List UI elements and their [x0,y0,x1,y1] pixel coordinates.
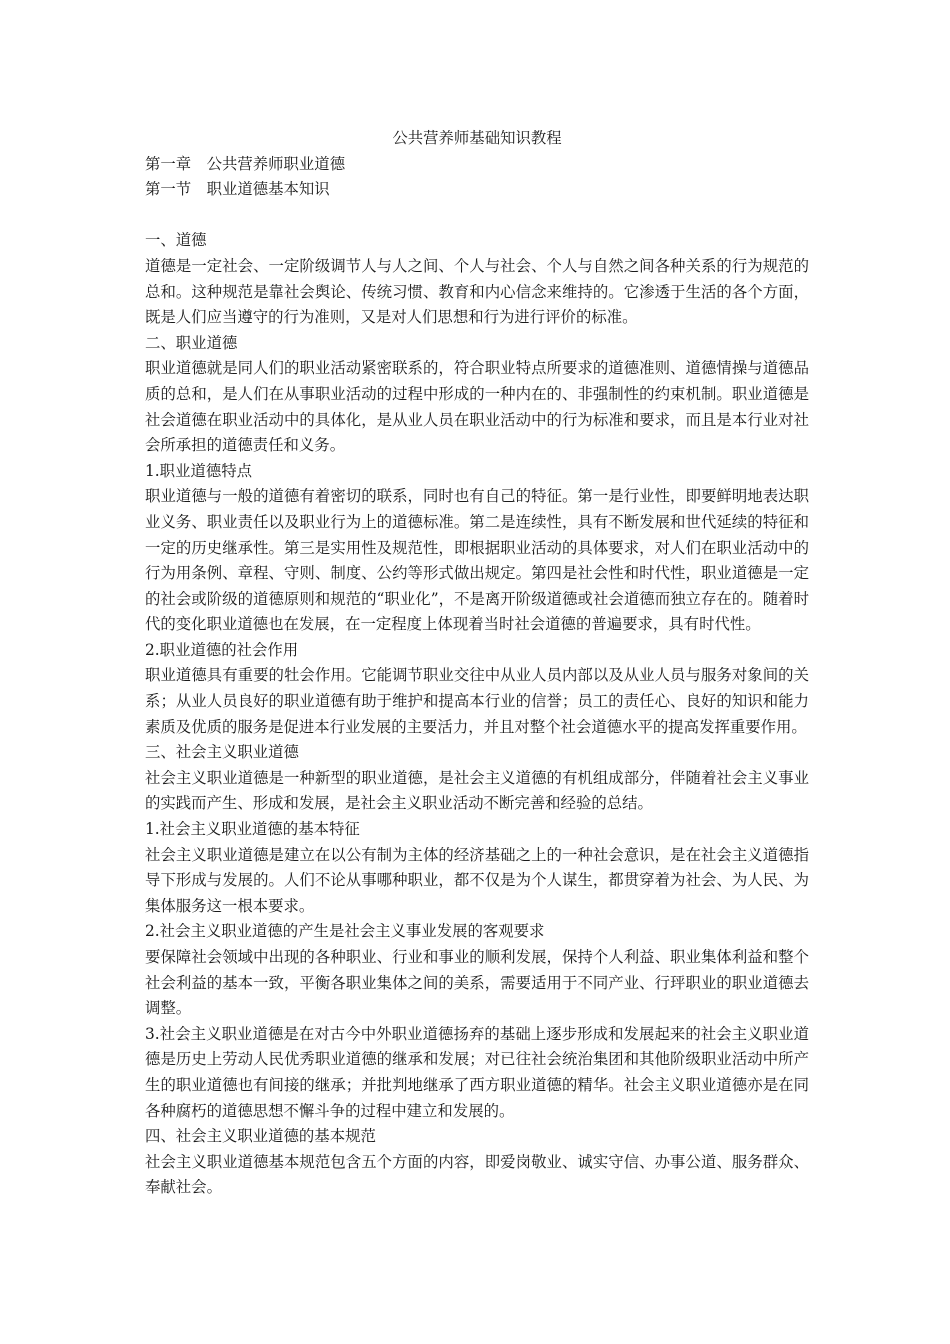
heading-3: 三、社会主义职业道德 [145,743,299,762]
paragraph-socialist-ethics: 社会主义职业道德是一种新型的职业道德，是社会主义道德的有机组成部分，伴随着社会主义事业的实践而产生、形成和发展，是社会主义职业活动不断完善和经验的总结。 [145,768,809,813]
subheading-social-role: 2.职业道德的社会作用 [145,640,299,659]
subheading-objective-requirement: 2.社会主义职业道德的产生是社会主义事业发展的客观要求 [145,922,545,941]
section-heading: 第一节 职业道德基本知识 [145,180,330,199]
paragraph-basic-features: 社会主义职业道德是建立在以公有制为主体的经济基础之上的一种社会意识，是在社会主义道德指导下形成与发展的。人们不论从事哪种职业，都不仅是为个人谋生，都贯穿着为社会、为人民、为集体服务这一根本要求。 [145,845,809,915]
blank-line [145,203,809,229]
paragraph-morality: 道德是一定社会、一定阶级调节人与人之间、个人与社会、个人与自然之间各种关系的行为规范的总和。这种规范是靠社会舆论、传统习惯、教育和内心信念来维持的。它渗透于生活的各个方面，既是人们应当遵守的行为准则，又是对人们思想和行为进行评价的标准。 [145,256,809,327]
paragraph-objective-requirement: 要保障社会领域中出现的各种职业、行业和事业的顺利发展，保持个人利益、职业集体利益和整个社会利益的基本一致，平衡各职业集体之间的美系，需要适用于不同产业、行玶职业的职业道德去调整。 [145,948,809,1018]
paragraph-inheritance: 3.社会主义职业道德是在对古今中外职业道德扬弃的基础上逐步形成和发展起来的社会主义职业道德是历史上劳动人民优秀职业道德的继承和发展；对已往社会统治集团和其他阶级职业活动中所产生的职业道德也有间接的继承；并批判地继承了西方职业道德的精华。社会主义职业道德亦是在同各种腐朽的道德思想不懈斗争的过程中建立和发展的。 [145,1024,809,1120]
document-body [145,126,809,1201]
subheading-features: 1.职业道德特点 [145,461,253,480]
heading-1: 一、道德 [145,231,207,250]
paragraph-basic-norms: 社会主义职业道德基本规范包含五个方面的内容，即爱岗敬业、诚实守信、办事公道、服务群众、奉献社会。 [145,1152,809,1197]
heading-2: 二、职业道德 [145,333,238,352]
paragraph-social-role: 职业道德具有重要的牡会作用。它能调节职业交往中从业人员内部以及从业人员与服务对象间的关系；从业人员良好的职业道德有助于维护和提高本行业的信誉；员工的责任心、良好的知识和能力素质及优质的服务是促进本行业发展的主要活力，并且对整个社会道德水平的提高发挥重要作用。 [145,666,809,736]
paragraph-professional-ethics: 职业道德就是同人们的职业活动紧密联系的，符合职业特点所要求的道德准则、道德情操与道德品质的总和，是人们在从事职业活动的过程中形成的一种内在的、非强制性的约束机制。职业道德是社会道德在职业活动中的具体化，是从业人员在职业活动中的行为标准和要求，而且是本行业对社会所承担的道德责任和义务。 [145,359,809,455]
paragraph-features: 职业道德与一般的道德有着密切的联系，同时也有自己的特征。第一是行业性，即要鲜明地表达职业义务、职业责任以及职业行为上的道德标准。第二是连续性，具有不断发展和世代延续的特征和一定的历史继承性。第三是实用性及规范性，即根据职业活动的具体要求，对人们在职业活动中的行为用条例、章程、守则、制度、公约等形式做出规定。第四是社会性和时代性，职业道德是一定的社会或阶级的道德原则和规范的“职业化”，不是离开阶级道德或社会道德而独立存在的。随着时代的变化职业道德也在发展，在一定程度上体现着当时社会道德的普遍要求，具有时代性。 [145,487,809,634]
heading-4: 四、社会主义职业道德的基本规范 [145,1127,376,1146]
document-title: 公共营养师基础知识教程 [392,129,562,147]
chapter-heading: 第一章 公共营养师职业道德 [145,154,346,173]
subheading-basic-features: 1.社会主义职业道德的基本特征 [145,820,360,839]
